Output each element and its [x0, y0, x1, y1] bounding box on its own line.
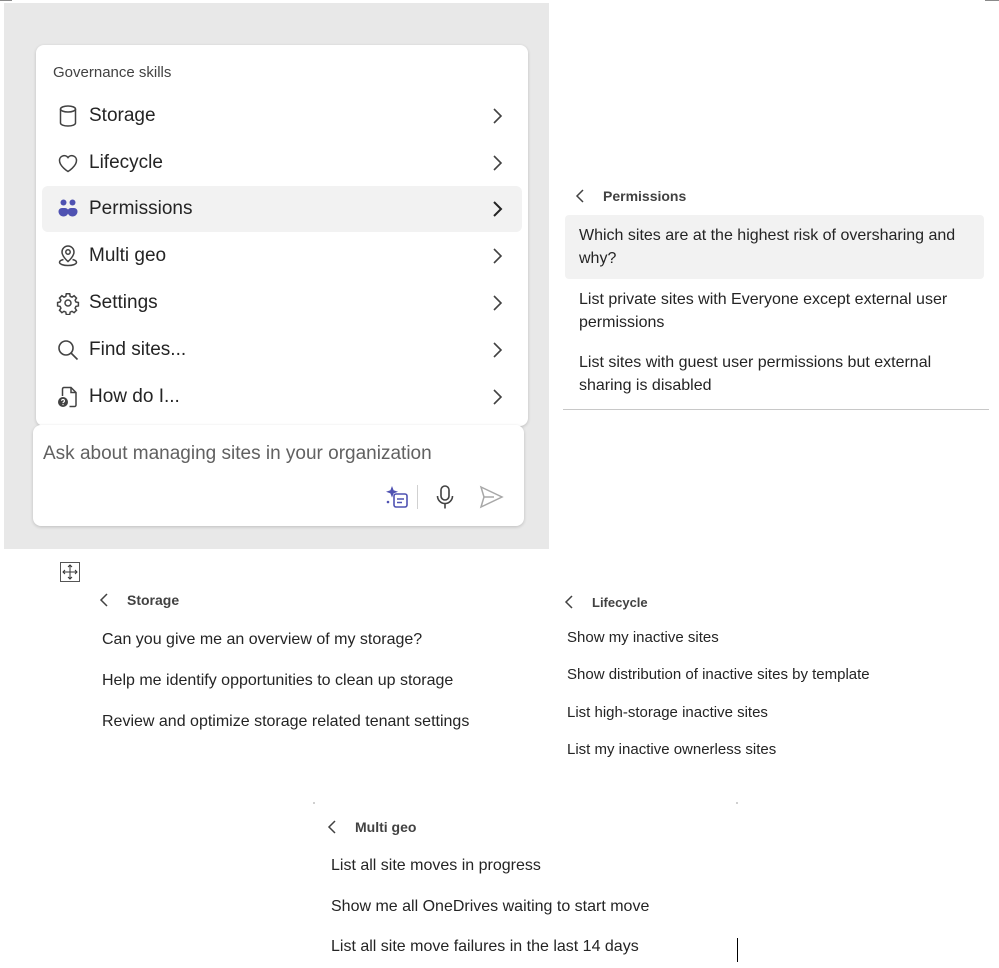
lifecycle-title: Lifecycle — [592, 594, 648, 610]
chevron-right-icon — [486, 245, 508, 267]
menu-item-settings[interactable] — [42, 280, 522, 326]
menu-item-permissions[interactable] — [42, 186, 522, 232]
multi-geo-header — [323, 818, 416, 836]
text-cursor — [737, 938, 738, 962]
prompt-suggestion[interactable]: Which sites are at the highest risk of oversharing and why? — [565, 215, 984, 279]
prompt-suggestion[interactable]: List private sites with Everyone except external user permissions — [579, 291, 948, 331]
menu-item-label: Multi geo — [89, 245, 167, 266]
prompt-suggestion[interactable]: Review and optimize storage related tenant settings — [102, 713, 470, 730]
menu-item-label: How do I... — [89, 386, 180, 407]
skills-menu — [36, 45, 528, 426]
menu-item-how-do-i[interactable] — [42, 374, 522, 420]
sparkle-prompts-icon[interactable] — [383, 483, 411, 511]
document-question-icon — [56, 385, 80, 409]
chevron-right-icon — [486, 198, 508, 220]
chevron-right-icon — [486, 105, 508, 127]
prompt-suggestion[interactable]: List my inactive ownerless sites — [567, 741, 777, 758]
database-icon — [56, 104, 80, 128]
microphone-icon[interactable] — [431, 483, 459, 511]
gear-icon — [56, 291, 80, 315]
menu-item-label: Lifecycle — [89, 152, 163, 173]
menu-item-label: Permissions — [89, 198, 193, 219]
prompt-suggestion[interactable]: Show distribution of inactive sites by template — [567, 666, 870, 683]
menu-item-multi-geo[interactable] — [42, 233, 522, 279]
prompt-suggestion[interactable]: Show my inactive sites — [567, 629, 719, 646]
prompt-suggestion[interactable]: List high-storage inactive sites — [567, 704, 768, 721]
back-chevron-icon[interactable] — [571, 187, 589, 205]
artifact-dot — [313, 802, 315, 804]
back-chevron-icon[interactable] — [323, 818, 341, 836]
prompt-suggestion[interactable]: List all site move failures in the last 14 days — [331, 938, 639, 955]
skills-menu-heading: Governance skills — [53, 64, 172, 81]
menu-item-label: Settings — [89, 292, 158, 313]
people-icon — [56, 197, 80, 221]
prompt-input-box[interactable] — [33, 425, 524, 526]
menu-item-storage[interactable] — [42, 93, 522, 139]
prompt-input[interactable]: Ask about managing sites in your organization — [43, 443, 432, 464]
menu-item-lifecycle[interactable] — [42, 140, 522, 186]
chevron-right-icon — [486, 152, 508, 174]
artifact-dot — [736, 802, 738, 804]
divider — [563, 409, 989, 410]
send-icon[interactable] — [477, 483, 505, 511]
back-chevron-icon[interactable] — [95, 591, 113, 609]
multi-geo-title: Multi geo — [355, 819, 417, 835]
lifecycle-header — [560, 593, 648, 611]
menu-item-label: Storage — [89, 105, 156, 126]
storage-header — [95, 591, 179, 609]
permissions-header — [571, 187, 686, 205]
toolbar-divider — [417, 485, 418, 509]
back-chevron-icon[interactable] — [560, 593, 578, 611]
prompt-suggestion[interactable]: List sites with guest user permissions but external sharing is disabled — [579, 354, 932, 394]
menu-item-label: Find sites... — [89, 339, 187, 360]
move-handle[interactable] — [60, 562, 80, 582]
chevron-right-icon — [486, 292, 508, 314]
prompt-suggestion[interactable]: Can you give me an overview of my storage? — [102, 631, 423, 648]
move-arrows-icon — [61, 563, 79, 581]
location-icon — [56, 244, 80, 268]
chevron-right-icon — [486, 339, 508, 361]
prompt-suggestion[interactable]: Show me all OneDrives waiting to start move — [331, 898, 650, 915]
permissions-title: Permissions — [603, 188, 687, 204]
chevron-right-icon — [486, 386, 508, 408]
prompt-suggestion[interactable]: List all site moves in progress — [331, 857, 541, 874]
storage-title: Storage — [127, 592, 180, 608]
copilot-panel — [4, 3, 549, 549]
heart-icon — [56, 151, 80, 175]
menu-item-find-sites[interactable] — [42, 327, 522, 373]
corner-mark-top-right — [985, 0, 999, 1]
corner-mark-top-left — [0, 0, 12, 1]
search-icon — [56, 338, 80, 362]
prompt-suggestion[interactable]: Help me identify opportunities to clean up storage — [102, 672, 454, 689]
